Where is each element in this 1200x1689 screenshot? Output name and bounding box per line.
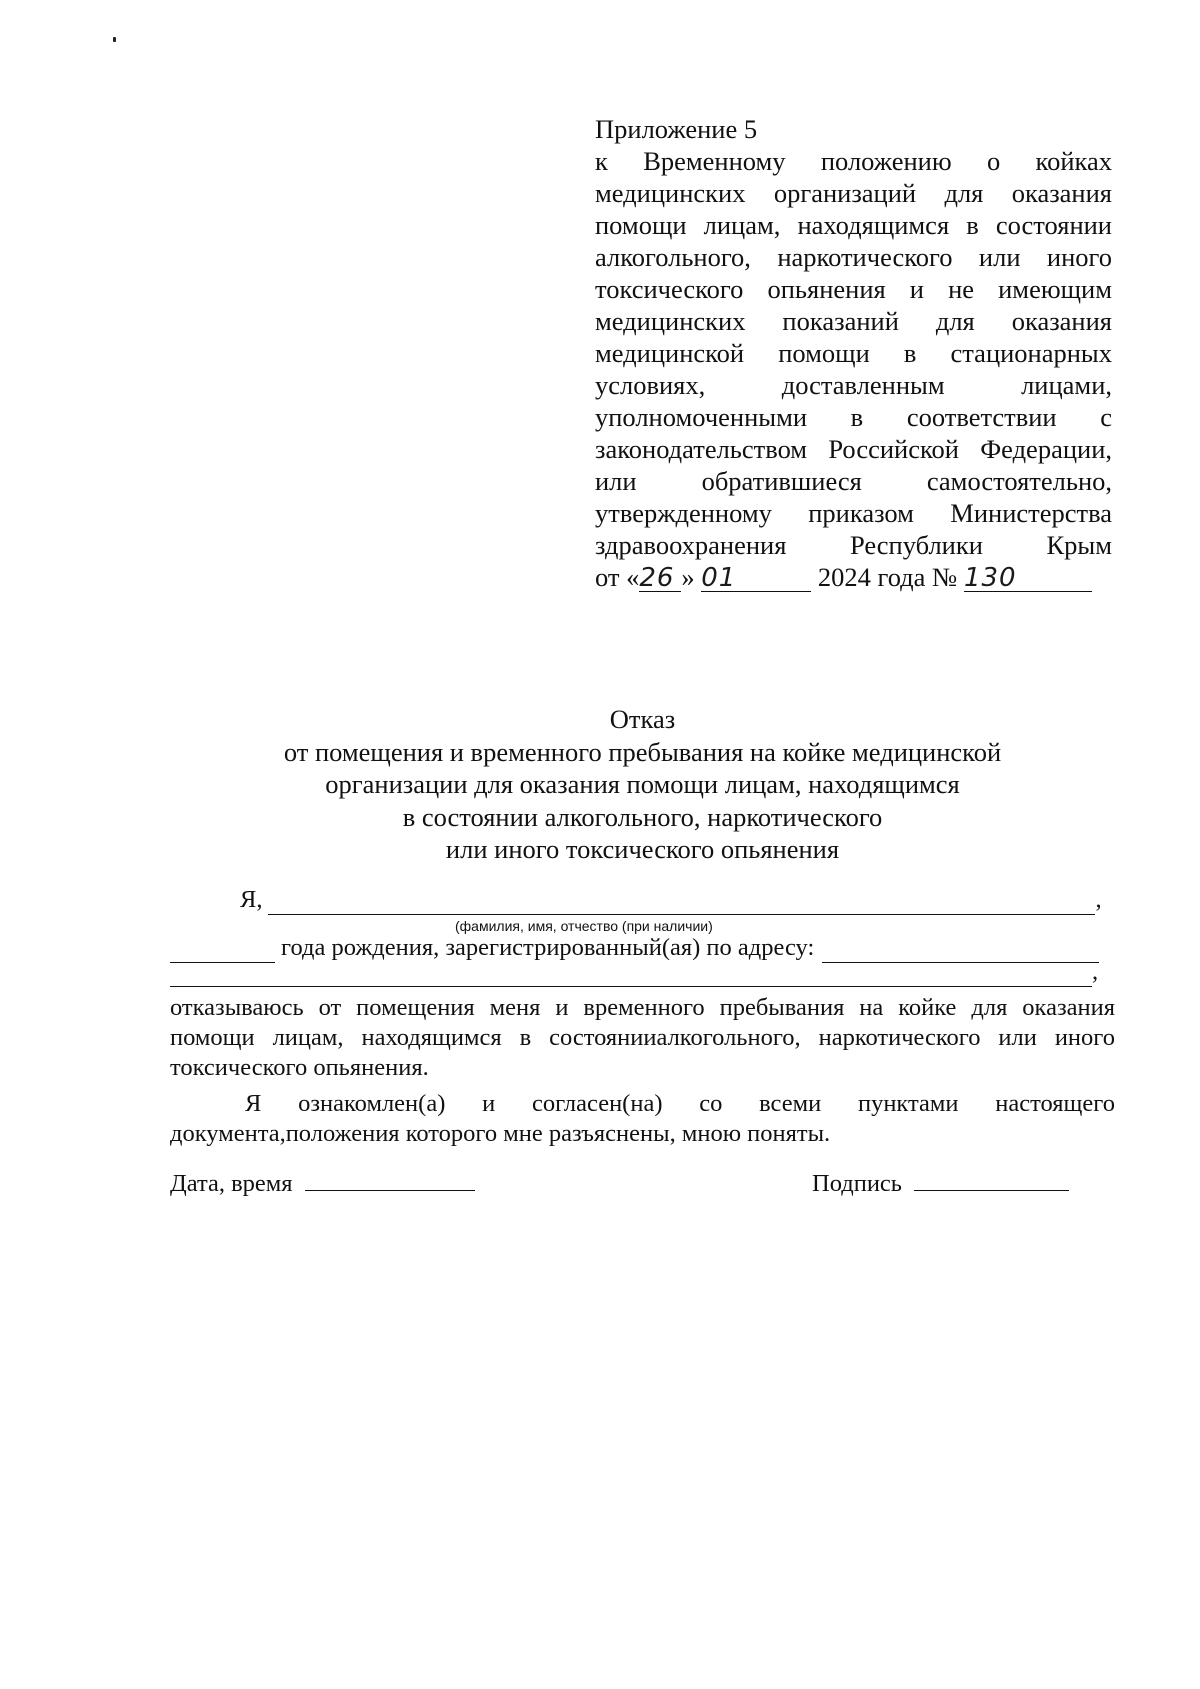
appendix-block xyxy=(595,113,1112,593)
date-time-label: Дата, время xyxy=(170,1170,293,1197)
title-line-2: от помещения и временного пребывания на койке медицинской xyxy=(283,736,1002,767)
signature-group xyxy=(812,1168,1069,1199)
day-value: 26 xyxy=(639,563,675,593)
date-time-field[interactable] xyxy=(305,1168,475,1191)
month-field xyxy=(701,564,811,592)
address-field-continued[interactable] xyxy=(170,964,1092,987)
date-prefix: от « xyxy=(595,562,640,592)
address-field[interactable] xyxy=(822,940,1099,963)
full-name-field[interactable] xyxy=(268,892,1095,915)
date-time-group xyxy=(170,1168,475,1199)
i-label: Я, xyxy=(240,886,263,913)
acknowledgement-line-1: Я ознакомлен(а) и согласен(на) со всеми пунктами настоящего xyxy=(245,1090,1115,1117)
address-comma: , xyxy=(1092,958,1099,985)
title-line-1: Отказ xyxy=(609,704,676,734)
acknowledgement-line-2: документа,положения которого мне разъяснены, мною поняты. xyxy=(170,1120,831,1147)
day-close: » xyxy=(681,562,695,592)
address-continuation-row xyxy=(170,958,1115,987)
scan-speck xyxy=(113,37,116,42)
signature-label: Подпись xyxy=(812,1170,902,1197)
appendix-date-line xyxy=(595,561,1112,593)
birth-year-field[interactable] xyxy=(170,940,275,963)
birth-address-row xyxy=(170,933,1115,963)
name-hint: (фамилия, имя, отчество (при наличии) xyxy=(455,918,713,934)
title-line-5: или иного токсического опьянения xyxy=(445,834,840,864)
title-line-4: в состоянии алкогольного, наркотического xyxy=(402,801,883,832)
birth-text: года рождения, зарегистрированный(ая) по адресу: xyxy=(281,934,815,961)
refusal-statement: отказываюсь от помещения меня и временного пребывания на койке для оказания помощи лицам, находящимся в состоянииалкогольного, наркотического или иного токсического опьянения. xyxy=(170,994,1115,1081)
name-row-comma: , xyxy=(1095,886,1102,913)
appendix-title: Приложение 5 xyxy=(595,114,758,144)
document-title xyxy=(250,703,1035,866)
order-number-value: 130 xyxy=(963,563,1017,593)
day-field xyxy=(639,564,681,592)
signature-field[interactable] xyxy=(914,1168,1069,1191)
name-row xyxy=(170,885,1115,934)
title-line-3: организации для оказания помощи лицам, находящимся xyxy=(325,769,960,799)
month-value: 01 xyxy=(701,563,737,593)
order-number-field xyxy=(964,564,1092,592)
year-text: 2024 года № xyxy=(817,562,958,592)
refusal-form xyxy=(170,885,1115,1149)
appendix-body: к Временному положению о койках медицинских организаций для оказания помощи лицам, находящимся в состоянии алкогольного, наркотического или иного токсического опьянения и не имеющим медицинских показаний для оказания медицинской помощи в стационарных условиях, доставленным лицами, уполномоченными в соответствии с законодательством Российской Федерации, или обратившиеся самостоятельно, утвержденному приказом Министерства здравоохранения Республики Крым xyxy=(595,146,1112,560)
